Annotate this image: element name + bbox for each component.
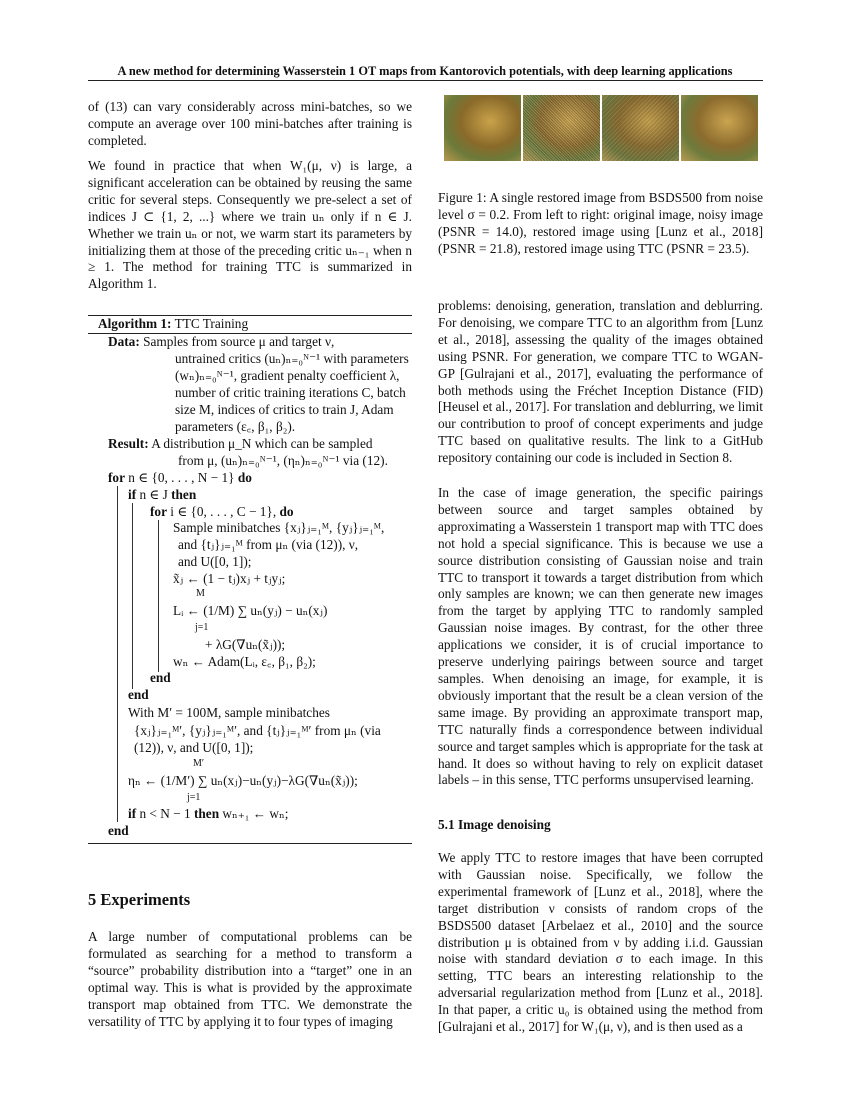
statement: size M, indices of critics to train J, Adam: [175, 402, 394, 417]
keyword: then: [193, 806, 220, 821]
statement: x̃ⱼ ← (1 − tⱼ)xⱼ + tⱼyⱼ;: [173, 571, 286, 586]
keyword: Result:: [108, 436, 149, 451]
statement: n ∈ J: [136, 487, 172, 502]
algorithm-bottom-rule: [88, 843, 412, 844]
running-header: A new method for determining Wasserstein 1 OT maps from Kantorovich potentials, with deep learning applications: [117, 64, 733, 78]
noisy-image: [523, 95, 600, 161]
algorithm-line: [175, 419, 295, 435]
lunz-restored-image: [602, 95, 679, 161]
algorithm-line: [193, 756, 204, 772]
keyword: end: [150, 670, 171, 685]
statement: j=1: [187, 792, 201, 803]
keyword: do: [237, 470, 252, 485]
paragraph: We found in practice that when W₁(μ, ν) is large, a significant acceleration can be obtained by reusing the same critic for several steps. Consequently we pre-select a set of indices J ⊂ {1, 2, ...} where we train uₙ only if n ∈ J. Whether we train uₙ or not, we warm start its parameters by initializing them at those of the preceding critic uₙ₋₁ when n ≥ 1. The method for training TTC is summarized in Algorithm 1.: [88, 158, 412, 292]
keyword: do: [279, 504, 294, 519]
algorithm-label: Algorithm 1:: [98, 316, 172, 331]
algorithm-line: [108, 334, 334, 350]
block-line: [132, 503, 133, 689]
paragraph: of (13) can vary considerably across mini-batches, so we compute an average over 100 mini-batches after training is completed.: [88, 99, 412, 148]
statement: Sample minibatches {xⱼ}ⱼ₌₁ᴹ, {yⱼ}ⱼ₌₁ᴹ,: [173, 520, 385, 535]
keyword: for: [150, 504, 167, 519]
algorithm-name: TTC Training: [171, 316, 249, 331]
statement: n ∈ {0, . . . , N − 1}: [124, 470, 238, 485]
statement: + λG(∇uₙ(x̃ⱼ));: [205, 637, 286, 652]
algorithm-line: [187, 790, 200, 806]
algorithm-line: [128, 705, 330, 721]
statement: i ∈ {0, . . . , C − 1},: [166, 504, 280, 519]
block-line: [158, 520, 159, 672]
algorithm-line: [195, 620, 208, 636]
statement: {xⱼ}ⱼ₌₁ᴹ′, {yⱼ}ⱼ₌₁ᴹ′, and {tⱼ}ⱼ₌₁ᴹ′ from μₙ (via: [134, 723, 381, 738]
algorithm-line: [134, 740, 253, 756]
algorithm-line: [175, 385, 406, 401]
algorithm-line: [173, 520, 384, 536]
statement: (wₙ)ₙ₌₀ᴺ⁻¹, gradient penalty coefficient λ,: [175, 368, 400, 383]
keyword: if: [128, 806, 137, 821]
statement: With M′ = 100M, sample minibatches: [128, 705, 330, 720]
statement: Lᵢ ← (1/M) ∑ uₙ(yⱼ) − uₙ(xⱼ): [173, 603, 328, 618]
figure-caption: Figure 1: A single restored image from BSDS500 from noise level σ = 0.2. From left to right: original image, noisy image (PSNR = 14.0), restored image using [Lunz et al., 2018] (PSNR = 21.8), restored image using TTC (PSNR = 23.5).: [438, 190, 763, 256]
algorithm-line: [178, 453, 388, 469]
algorithm-line: [108, 823, 129, 839]
block-line: [117, 486, 118, 822]
algorithm-title: [98, 316, 248, 332]
algorithm-line: [128, 806, 288, 822]
algorithm-line: [173, 571, 285, 587]
statement: parameters (ε꜀, β₁, β₂).: [175, 419, 296, 434]
keyword: end: [108, 823, 129, 838]
statement: (12)), ν, and U([0, 1]);: [134, 740, 254, 755]
keyword: then: [171, 487, 197, 502]
statement: M: [196, 588, 205, 599]
paragraph: A large number of computational problems can be formulated as searching for a method to transform a “source” probability distribution into a “target” one in an optimal way. This is what is provided by the approximate transport map obtained from TTC. We demonstrate the versatility of TTC by applying it to four types of imaging: [88, 929, 412, 1029]
statement: wₙ ← Adam(Lᵢ, ε꜀, β₁, β₂);: [173, 654, 316, 669]
algorithm-line: [175, 368, 399, 384]
algorithm-line: [134, 723, 381, 739]
subsection-title: 5.1 Image denoising: [438, 817, 551, 832]
algorithm-line: [178, 554, 251, 570]
paragraph: We apply TTC to restore images that have been corrupted with Gaussian noise. Specifically, we follow the experimental framework of [Lunz et al., 2018], where the target distribution ν consists of random crops of the BSDS500 dataset [Arbelaez et al., 2010] and the source distribution μ is obtained from ν by adding i.i.d. Gaussian noise with standard deviation σ to each image. In this setting, TTC bears an interesting relationship to the adversarial regularization method from [Lunz et al., 2018]. In that paper, a critic u₀ is obtained using the method from [Gulrajani et al., 2017] for W₁(μ, ν), and is then used as a: [438, 850, 763, 1035]
algorithm-line: [128, 773, 358, 789]
algorithm-line: [108, 470, 252, 486]
statement: from μ, (uₙ)ₙ₌₀ᴺ⁻¹, (ηₙ)ₙ₌₀ᴺ⁻¹ via (12).: [178, 453, 388, 468]
keyword: Data:: [108, 334, 140, 349]
algorithm-line: [175, 351, 409, 367]
algorithm-line: [128, 487, 196, 503]
algorithm-line: [173, 654, 316, 670]
algorithm-line: [196, 586, 205, 602]
statement: n < N − 1: [136, 806, 194, 821]
statement: wₙ₊₁ ← wₙ;: [219, 806, 289, 821]
algorithm-line: [150, 504, 294, 520]
algorithm-line: [128, 687, 149, 703]
algorithm-line: [108, 436, 373, 452]
algorithm-line: [205, 637, 285, 653]
keyword: end: [128, 687, 149, 702]
algorithm-line: [178, 537, 358, 553]
keyword: if: [128, 487, 137, 502]
algorithm-line: [150, 670, 171, 686]
algorithm-line: [173, 603, 327, 619]
keyword: for: [108, 470, 125, 485]
header-rule: [88, 80, 763, 81]
statement: ηₙ ← (1/M′) ∑ uₙ(xⱼ)−uₙ(yⱼ)−λG(∇uₙ(x̃ⱼ));: [128, 773, 358, 788]
statement: M′: [193, 758, 205, 769]
algorithm-line: [175, 402, 394, 418]
section-title: 5 Experiments: [88, 890, 191, 909]
statement: untrained critics (uₙ)ₙ₌₀ᴺ⁻¹ with parameters: [175, 351, 409, 366]
statement: number of critic training iterations C, batch: [175, 385, 406, 400]
statement: and U([0, 1]);: [178, 554, 252, 569]
ttc-restored-image: [681, 95, 758, 161]
statement: and {tⱼ}ⱼ₌₁ᴹ from μₙ (via (12)), ν,: [178, 537, 359, 552]
original-image: [444, 95, 521, 161]
paragraph: In the case of image generation, the specific pairings between source and target samples obtained by approximating a Wasserstein 1 transport map with TTC does not hold a special significance. This is because we use a source distribution consisting of Gaussian noise and train TTC to transport it towards a target distribution from which only samples are known; we can then generate new images from the target by applying TTC to randomly sampled Gaussian noise images. By contrast, for the other three applications we consider, it is of crucial importance to preserve underlying pairings between source and target samples. When denoising an image, for example, it is obviously important that the result be a clean version of the same image. By providing an approximate transport map, TTC naturally finds a correspondence between individual source and target samples which is appropriate for the task at hand. It does so without having to rely on explicit dataset labels – in this sense, TTC performs unsupervised learning.: [438, 485, 763, 788]
paragraph: problems: denoising, generation, translation and deblurring. For denoising, we compare TTC to an algorithm from [Lunz et al., 2018], assessing the quality of the images obtained using PSNR. For generation, we compare TTC to WGAN-GP [Gulrajani et al., 2017], evaluating the performance of both methods using the Fréchet Inception Distance (FID) [Heusel et al., 2017]. For translation and deblurring, we limit our contribution to proof of concept experiments and judge TTC based on qualitative results. The link to a GitHub repository containing our code is included in Section 8.: [438, 298, 763, 466]
statement: j=1: [195, 622, 209, 633]
statement: Samples from source μ and target ν,: [139, 334, 335, 349]
statement: A distribution μ_N which can be sampled: [148, 436, 373, 451]
